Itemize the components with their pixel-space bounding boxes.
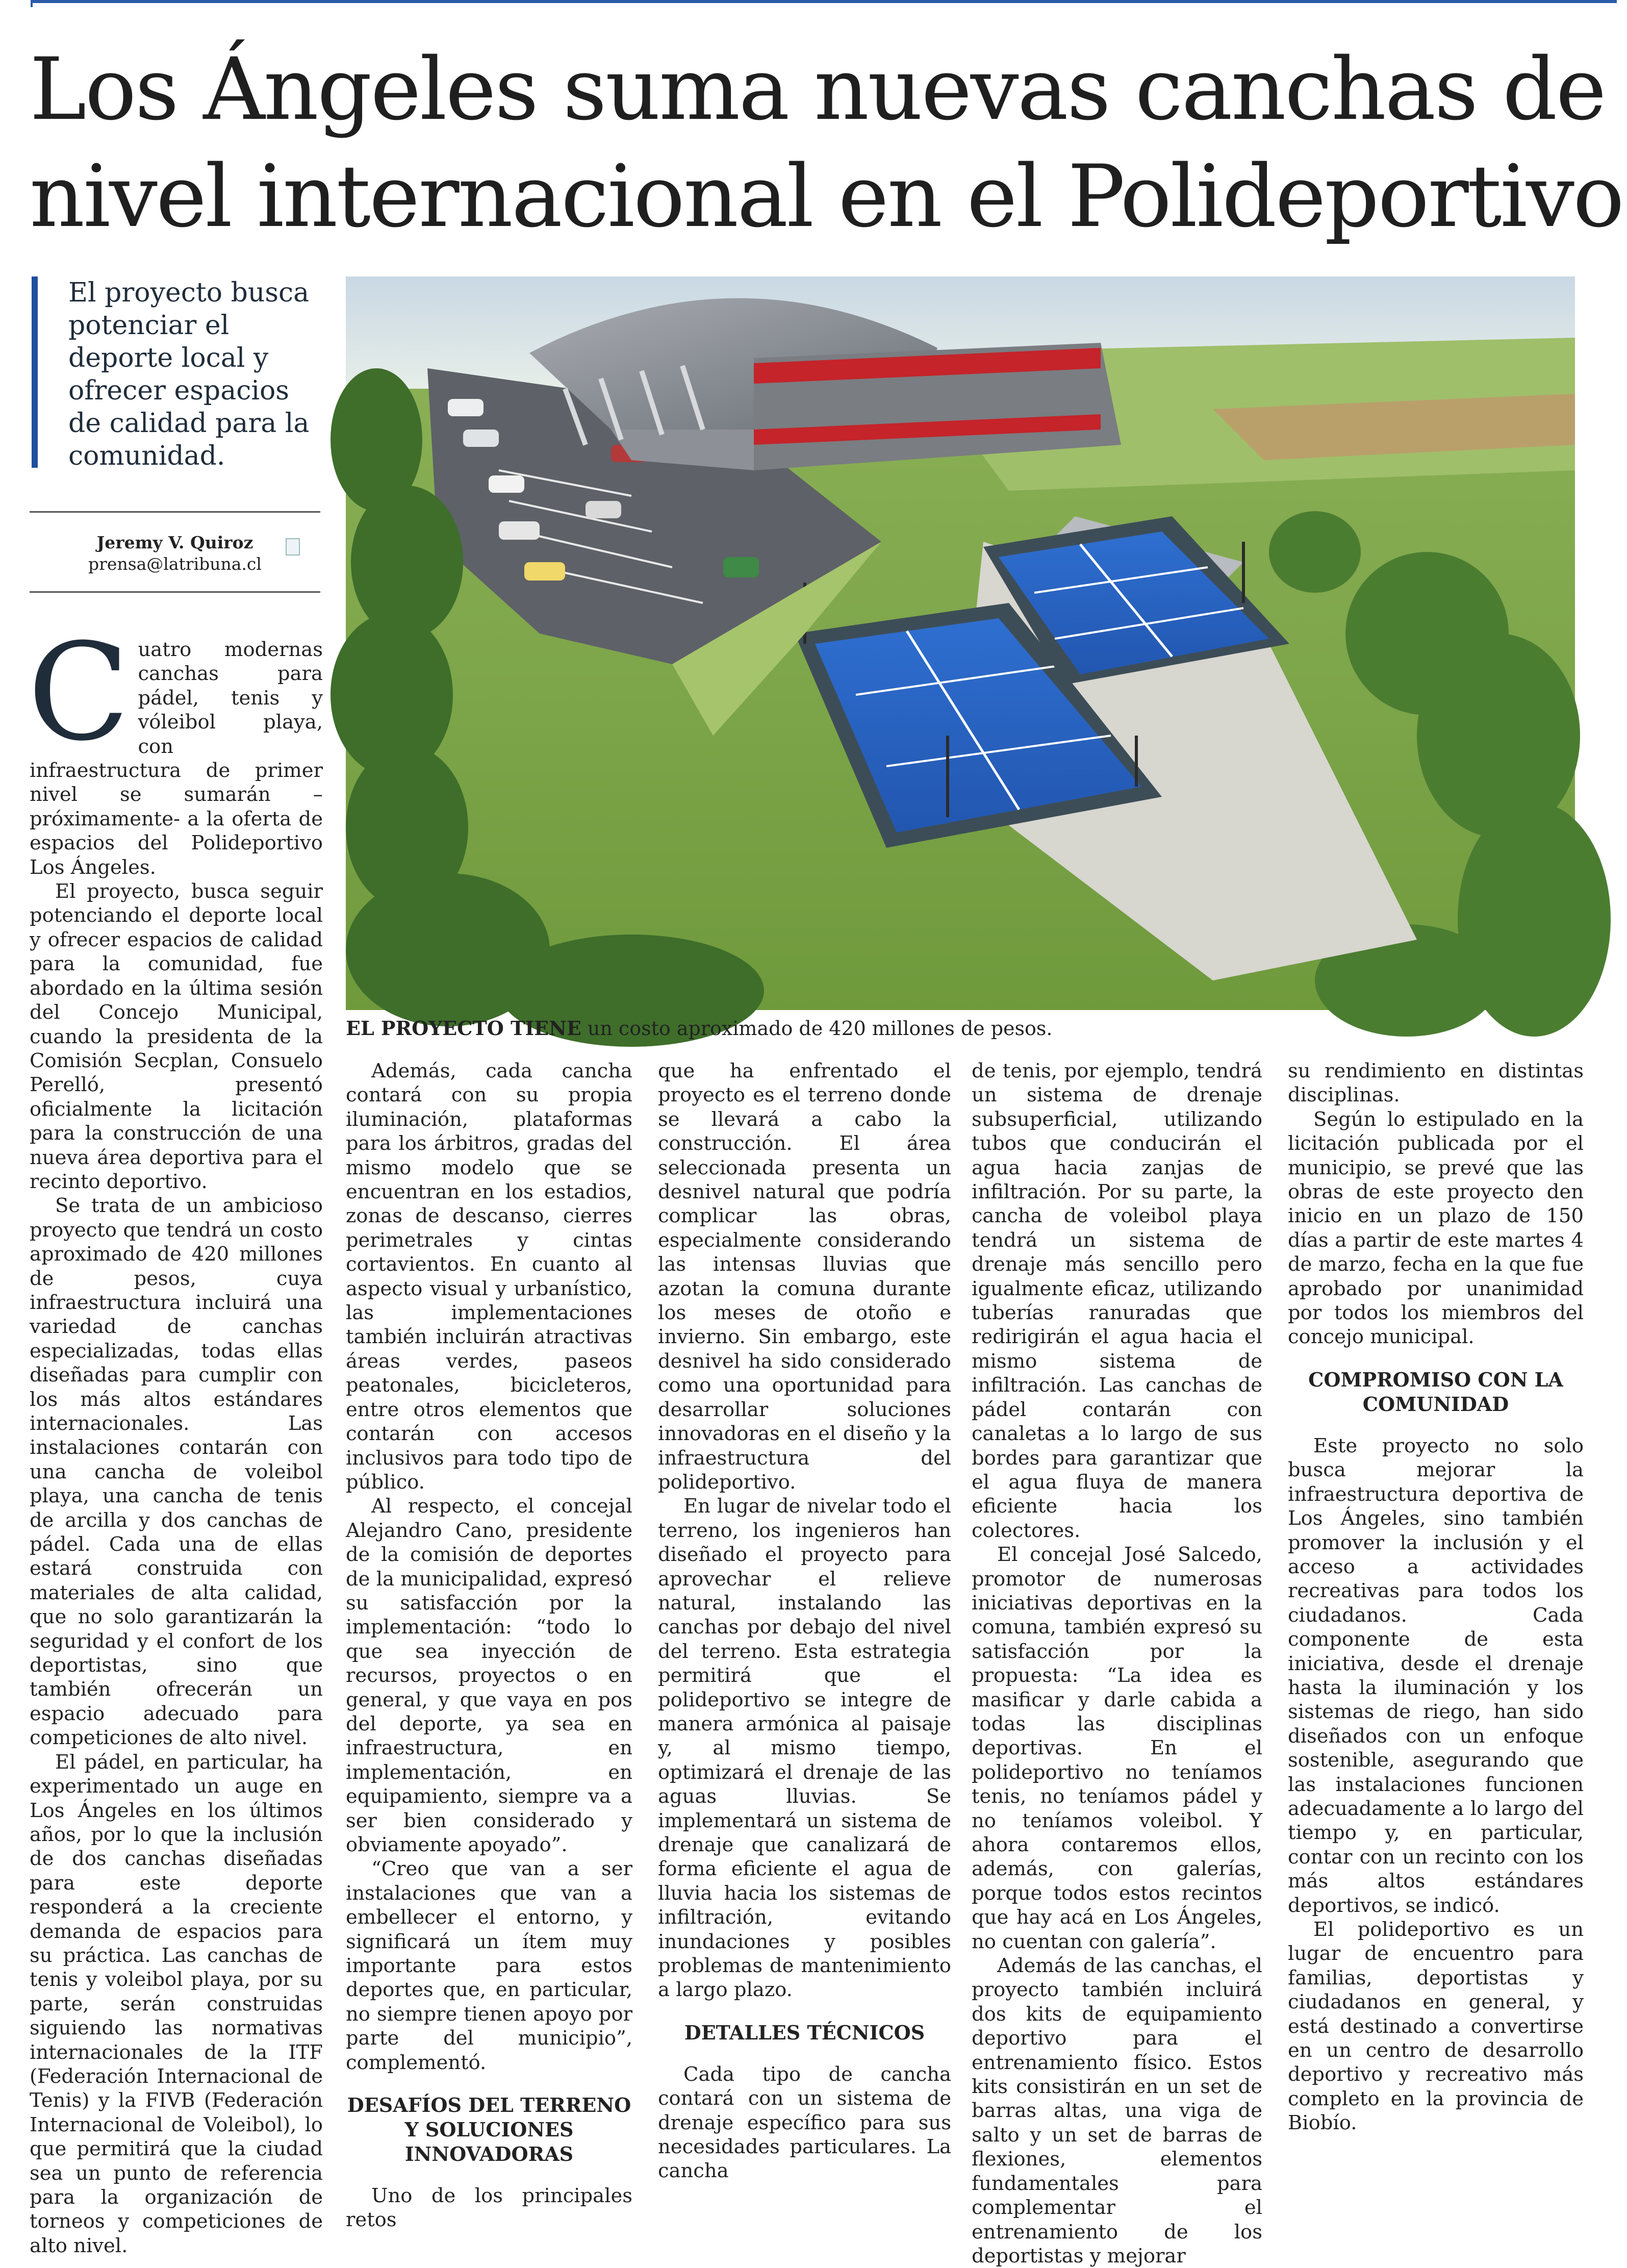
col5-subheading: COMPROMISO CON LA COMUNIDAD: [1308, 1368, 1563, 1416]
note-icon: [286, 538, 300, 556]
lead-box: [32, 276, 327, 471]
col2-paragraph-2: Al respecto, el concejal Alejandro Cano, presidente de la comisión de deportes de la municipalidad, expresó su satisfacción por la implementación: “todo lo que sea inyección de recursos, proyectos o en general, y que vaya en pos del deporte, ya sea en infraestructura, en implementación, en equipamiento, siempre va a ser bien considerado y obviamente apoyado”.: [346, 1495, 632, 1856]
column-4: [972, 1059, 1262, 2268]
col4-paragraph-2: El concejal José Salcedo, promotor de numerosas iniciativas deportivas en la comuna, también expresó su satisfacción por la propuesta: “La idea es masificar y darle cabida a todas las disciplinas deportivas. En el polideportivo no teníamos tenis, no teníamos pádel y no teníamos voleibol. Y ahora contaremos ellos, además, con galerías, porque todos estos recintos que hay acá en Los Ángeles, no cuentan con galería”.: [972, 1543, 1262, 1953]
col3-paragraph-1: que ha enfrentado el proyecto es el terreno donde se llevará a cabo la construcción. El área seleccionada presenta un desnivel natural que podría complicar las obras, especialmente considerando las intensas lluvias que azotan la comuna durante los meses de otoño e invierno. Sin embargo, este desnivel ha sido considerado como una oportunidad para desarrollar soluciones innovadoras en el diseño y la infraestructura del polideportivo.: [658, 1060, 951, 1494]
col5-paragraph-4: El polideportivo es un lugar de encuentro para familias, deportistas y ciudadanos en general, y está destinado a convertirse en un centro de desarrollo deportivo y recreativo más completo en la provincia de Biobío.: [1288, 1918, 1584, 2135]
col4-paragraph-1: de tenis, por ejemplo, tendrá un sistema de drenaje subsuperficial, utilizando tubos que conducirán el agua hacia zanjas de infiltración. Por su parte, la cancha de voleibol playa tendrá un sistema de drenaje más sencillo pero igualmente eficaz, utilizando tuberías ranuradas que redirigirán el agua hacia el mismo sistema de infiltración. Las canchas de pádel contarán con canaletas a lo largo de sus bordes para garantizar que el agua fluya de manera eficiente hacia los colectores.: [972, 1060, 1262, 1542]
column-5: [1288, 1059, 1584, 2135]
top-tick: [31, 0, 33, 7]
top-rule: [31, 0, 1617, 3]
col1-paragraph-1: [28, 615, 323, 879]
caption-lead: EL PROYECTO TIENE: [346, 1017, 581, 1040]
col5-paragraph-1: su rendimiento en distintas disciplinas.: [1288, 1060, 1584, 1107]
col5-paragraph-2: Según lo estipulado en la licitación publicada por el municipio, se prevé que las obras de este proyecto den inicio en un plazo de 150 días a partir de este martes 4 de marzo, fecha en la que fue aprobado por unanimidad por todos los miembros del concejo municipal.: [1288, 1107, 1584, 1349]
col1-p1-text: uatro modernas canchas para pádel, tenis y vóleibol playa, con infraestructura de primer nivel se sumarán –próximamente- a la oferta de espacios del Polideportivo Los Ángeles.: [30, 638, 323, 879]
col3-subheading: DETALLES TÉCNICOS: [684, 2021, 925, 2044]
caption-text: un costo aproximado de 420 millones de pesos.: [581, 1017, 1053, 1040]
col1-paragraph-4: El pádel, en particular, ha experimentado un auge en Los Ángeles en los últimos años, por lo que la inclusión de dos canchas diseñadas para este deporte responderá a la creciente demanda de espacios para su práctica. Las canchas de tenis y voleibol playa, por su parte, serán construidas siguiendo las normativas internacionales de la ITF (Federación Internacional de Tenis) y la FIVB (Federación Internacional de Voleibol), lo que permitirá que la ciudad sea un punto de referencia para la organización de torneos y competiciones de alto nivel.: [30, 1750, 323, 2257]
headline-line-1: Los Ángeles suma nuevas canchas de: [30, 39, 1605, 139]
hero-image: [346, 276, 1575, 1010]
col1-paragraph-2: El proyecto, busca seguir potenciando el deporte local y ofrecer espacios de calidad para la comunidad, fue abordado en la última sesión del Concejo Municipal, cuando la presidenta de la Comisión Secplan, Consuelo Perelló, presentó oficialmente la licitación para la construcción de una nueva área deportiva para el recinto deportivo.: [30, 880, 323, 1193]
column-1: [28, 615, 323, 2258]
col2-subheading: DESAFÍOS DEL TERRENO Y SOLUCIONES INNOVADORAS: [347, 2094, 631, 2166]
headline-line-2: nivel internacional en el Polideportivo: [30, 146, 1623, 246]
col3-paragraph-3: Cada tipo de cancha contará con un sistema de drenaje específico para sus necesidades particulares. La cancha: [658, 2062, 951, 2183]
headline: [30, 36, 1623, 250]
lead-text: El proyecto busca potenciar el deporte local y ofrecer espacios de calidad para la comunidad.: [68, 278, 310, 471]
author-name: Jeremy V. Quiroz: [96, 533, 253, 552]
col4-paragraph-3: Además de las canchas, el proyecto también incluirá dos kits de equipamiento deportivo para el entrenamiento físico. Estos kits consistirán en un set de barras altas, una viga de salto y un set de barras de flexiones, elementos fundamentales para complementar el entrenamiento de los deportistas y mejorar: [972, 1954, 1262, 2267]
drop-cap: C: [28, 615, 130, 770]
col2-paragraph-3: “Creo que van a ser instalaciones que van a embellecer el entorno, y significará un ítem muy importante para estos deportes que, en particular, no siempre tienen apoyo por parte del municipio”, complementó.: [346, 1857, 632, 2074]
col2-paragraph-4: Uno de los principales retos: [346, 2184, 632, 2232]
col3-paragraph-2: En lugar de nivelar todo el terreno, los ingenieros han diseñado el proyecto para aprovechar el relieve natural, instalando las canchas por debajo del nivel del terreno. Esta estrategia permitirá que el polideportivo se integre de manera armónica al paisaje y, al mismo tiempo, optimizará el drenaje de las aguas lluvias. Se implementará un sistema de drenaje que canalizará de forma eficiente el agua de lluvia hacia los sistemas de infiltración, evitando inundaciones y posibles problemas de mantenimiento a largo plazo.: [658, 1495, 951, 2002]
col1-paragraph-3: Se trata de un ambicioso proyecto que tendrá un costo aproximado de 420 millones de pesos, cuya infraestructura incluirá una variedad de canchas especializadas, todas ellas diseñadas para cumplir con los más altos estándares internacionales. Las instalaciones contarán con una cancha de voleibol playa, una cancha de tenis de arcilla y dos canchas de pádel. Cada una de ellas estará construida con materiales de alta calidad, que no solo garantizarán la seguridad y el confort de los deportistas, sino que también ofrecerán un espacio adecuado para competiciones de alto nivel.: [30, 1194, 323, 1750]
column-3: [658, 1059, 951, 2183]
photo-caption: [346, 1016, 1580, 1041]
col5-paragraph-3: Este proyecto no solo busca mejorar la infraestructura deportiva de Los Ángeles, sino también promover la inclusión y el acceso a actividades recreativas para todos los ciudadanos. Cada componente de esta iniciativa, desde el drenaje hasta la iluminación y los sistemas de riego, han sido diseñados con un enfoque sostenible, asegurando que las instalaciones funcionen adecuadamente a lo largo del tiempo y, en particular, contar con un recinto con los más altos estándares deportivos, se indicó.: [1288, 1434, 1584, 1917]
column-2: [346, 1059, 632, 2232]
sports-complex-render: [346, 276, 1575, 1010]
author-email: prensa@latribuna.cl: [88, 554, 262, 574]
col2-paragraph-1: Además, cada cancha contará con su propia iluminación, plataformas para los árbitros, gradas del mismo modelo que se encuentran en los estadios, zonas de descanso, cierres perimetrales y cintas cortavientos. En cuanto al aspecto visual y urbanístico, las implementaciones también incluirán atractivas áreas verdes, paseos peatonales, bicicleteros, entre otros elementos que contarán con accesos inclusivos para todo tipo de público.: [346, 1060, 632, 1494]
byline: [30, 511, 320, 593]
